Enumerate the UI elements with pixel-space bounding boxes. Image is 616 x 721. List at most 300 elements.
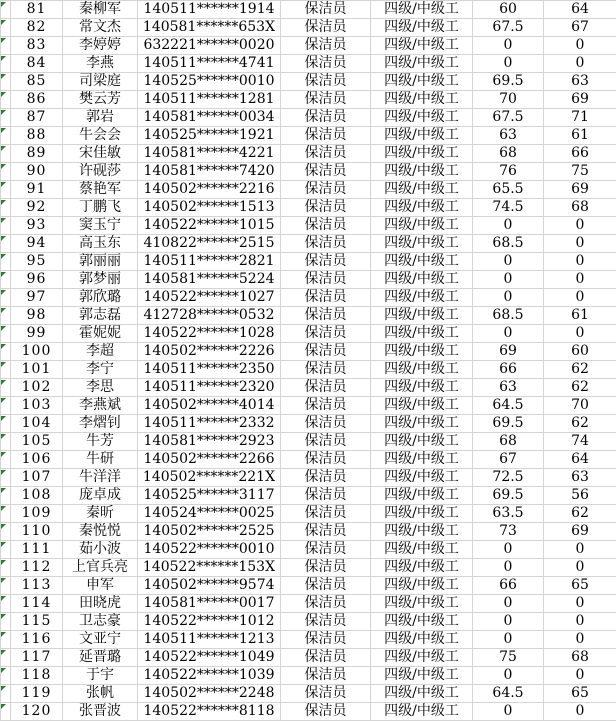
position-cell[interactable]: 保洁员 [281, 559, 371, 577]
clipped-left-cell[interactable] [1, 649, 11, 667]
clipped-left-cell[interactable] [1, 19, 11, 37]
score1-cell[interactable]: 66 [473, 577, 544, 595]
score1-cell[interactable]: 0 [473, 253, 544, 271]
name-cell[interactable]: 李超 [63, 343, 138, 361]
clipped-left-cell[interactable] [1, 703, 11, 721]
score1-cell[interactable]: 0 [473, 667, 544, 685]
name-cell[interactable]: 司梁庭 [63, 73, 138, 91]
position-cell[interactable]: 保洁员 [281, 487, 371, 505]
row-number-cell[interactable]: 114 [11, 595, 63, 613]
id-number-cell[interactable]: 140522******153X [138, 559, 281, 577]
row-number-cell[interactable]: 103 [11, 397, 63, 415]
score1-cell[interactable]: 68 [473, 145, 544, 163]
row-number-cell[interactable]: 107 [11, 469, 63, 487]
score1-cell[interactable]: 65.5 [473, 181, 544, 199]
score2-cell[interactable]: 0 [544, 289, 616, 307]
grade-cell[interactable]: 四级/中级工 [371, 559, 473, 577]
name-cell[interactable]: 蔡艳军 [63, 181, 138, 199]
row-number-cell[interactable]: 84 [11, 55, 63, 73]
score1-cell[interactable]: 63.5 [473, 505, 544, 523]
clipped-left-cell[interactable] [1, 487, 11, 505]
row-number-cell[interactable]: 87 [11, 109, 63, 127]
score1-cell[interactable]: 0 [473, 703, 544, 721]
score2-cell[interactable]: 0 [544, 55, 616, 73]
position-cell[interactable]: 保洁员 [281, 289, 371, 307]
row-number-cell[interactable]: 113 [11, 577, 63, 595]
name-cell[interactable]: 李思 [63, 379, 138, 397]
row-number-cell[interactable]: 86 [11, 91, 63, 109]
score1-cell[interactable]: 60 [473, 1, 544, 19]
score2-cell[interactable]: 0 [544, 37, 616, 55]
row-number-cell[interactable]: 95 [11, 253, 63, 271]
position-cell[interactable]: 保洁员 [281, 577, 371, 595]
score1-cell[interactable]: 69 [473, 343, 544, 361]
score2-cell[interactable]: 63 [544, 469, 616, 487]
score1-cell[interactable]: 66 [473, 361, 544, 379]
clipped-left-cell[interactable] [1, 595, 11, 613]
name-cell[interactable]: 秦柳军 [63, 1, 138, 19]
position-cell[interactable]: 保洁员 [281, 649, 371, 667]
score1-cell[interactable]: 75 [473, 649, 544, 667]
id-number-cell[interactable]: 140522******1012 [138, 613, 281, 631]
name-cell[interactable]: 张晋波 [63, 703, 138, 721]
score1-cell[interactable]: 70 [473, 91, 544, 109]
row-number-cell[interactable]: 111 [11, 541, 63, 559]
score1-cell[interactable]: 69.5 [473, 487, 544, 505]
grade-cell[interactable]: 四级/中级工 [371, 163, 473, 181]
clipped-left-cell[interactable] [1, 235, 11, 253]
name-cell[interactable]: 郭欣璐 [63, 289, 138, 307]
score1-cell[interactable]: 0 [473, 559, 544, 577]
clipped-left-cell[interactable] [1, 577, 11, 595]
score2-cell[interactable]: 68 [544, 649, 616, 667]
score1-cell[interactable]: 69.5 [473, 73, 544, 91]
row-number-cell[interactable]: 85 [11, 73, 63, 91]
id-number-cell[interactable]: 140525******0010 [138, 73, 281, 91]
clipped-left-cell[interactable] [1, 505, 11, 523]
grade-cell[interactable]: 四级/中级工 [371, 307, 473, 325]
score2-cell[interactable]: 65 [544, 685, 616, 703]
grade-cell[interactable]: 四级/中级工 [371, 685, 473, 703]
id-number-cell[interactable]: 140502******221X [138, 469, 281, 487]
score2-cell[interactable]: 62 [544, 505, 616, 523]
score2-cell[interactable]: 0 [544, 559, 616, 577]
id-number-cell[interactable]: 140581******0034 [138, 109, 281, 127]
name-cell[interactable]: 秦昕 [63, 505, 138, 523]
name-cell[interactable]: 霍妮妮 [63, 325, 138, 343]
score2-cell[interactable]: 70 [544, 397, 616, 415]
clipped-left-cell[interactable] [1, 631, 11, 649]
name-cell[interactable]: 李燕 [63, 55, 138, 73]
name-cell[interactable]: 张帆 [63, 685, 138, 703]
score2-cell[interactable]: 69 [544, 181, 616, 199]
clipped-left-cell[interactable] [1, 541, 11, 559]
id-number-cell[interactable]: 140522******1049 [138, 649, 281, 667]
score2-cell[interactable]: 0 [544, 217, 616, 235]
row-number-cell[interactable]: 106 [11, 451, 63, 469]
row-number-cell[interactable]: 97 [11, 289, 63, 307]
position-cell[interactable]: 保洁员 [281, 505, 371, 523]
row-number-cell[interactable]: 89 [11, 145, 63, 163]
clipped-left-cell[interactable] [1, 91, 11, 109]
clipped-left-cell[interactable] [1, 613, 11, 631]
score2-cell[interactable]: 69 [544, 91, 616, 109]
name-cell[interactable]: 庞卓成 [63, 487, 138, 505]
position-cell[interactable]: 保洁员 [281, 343, 371, 361]
id-number-cell[interactable]: 140502******2266 [138, 451, 281, 469]
row-number-cell[interactable]: 109 [11, 505, 63, 523]
clipped-left-cell[interactable] [1, 253, 11, 271]
score1-cell[interactable]: 0 [473, 217, 544, 235]
position-cell[interactable]: 保洁员 [281, 685, 371, 703]
score2-cell[interactable]: 0 [544, 235, 616, 253]
name-cell[interactable]: 秦悦悦 [63, 523, 138, 541]
grade-cell[interactable]: 四级/中级工 [371, 487, 473, 505]
position-cell[interactable]: 保洁员 [281, 703, 371, 721]
name-cell[interactable]: 李熠钊 [63, 415, 138, 433]
position-cell[interactable]: 保洁员 [281, 181, 371, 199]
grade-cell[interactable]: 四级/中级工 [371, 271, 473, 289]
grade-cell[interactable]: 四级/中级工 [371, 649, 473, 667]
clipped-left-cell[interactable] [1, 145, 11, 163]
clipped-left-cell[interactable] [1, 559, 11, 577]
score1-cell[interactable]: 68 [473, 433, 544, 451]
row-number-cell[interactable]: 88 [11, 127, 63, 145]
row-number-cell[interactable]: 90 [11, 163, 63, 181]
position-cell[interactable]: 保洁员 [281, 361, 371, 379]
row-number-cell[interactable]: 99 [11, 325, 63, 343]
name-cell[interactable]: 常文杰 [63, 19, 138, 37]
name-cell[interactable]: 宋佳敏 [63, 145, 138, 163]
position-cell[interactable]: 保洁员 [281, 163, 371, 181]
row-number-cell[interactable]: 93 [11, 217, 63, 235]
clipped-left-cell[interactable] [1, 415, 11, 433]
id-number-cell[interactable]: 140511******1213 [138, 631, 281, 649]
position-cell[interactable]: 保洁员 [281, 469, 371, 487]
grade-cell[interactable]: 四级/中级工 [371, 469, 473, 487]
score1-cell[interactable]: 73 [473, 523, 544, 541]
id-number-cell[interactable]: 140502******2226 [138, 343, 281, 361]
id-number-cell[interactable]: 140581******653X [138, 19, 281, 37]
score2-cell[interactable]: 69 [544, 523, 616, 541]
score2-cell[interactable]: 71 [544, 109, 616, 127]
score1-cell[interactable]: 63 [473, 379, 544, 397]
id-number-cell[interactable]: 140522******1015 [138, 217, 281, 235]
position-cell[interactable]: 保洁员 [281, 379, 371, 397]
clipped-left-cell[interactable] [1, 73, 11, 91]
grade-cell[interactable]: 四级/中级工 [371, 289, 473, 307]
id-number-cell[interactable]: 140581******0017 [138, 595, 281, 613]
row-number-cell[interactable]: 117 [11, 649, 63, 667]
row-number-cell[interactable]: 116 [11, 631, 63, 649]
score1-cell[interactable]: 72.5 [473, 469, 544, 487]
score2-cell[interactable]: 63 [544, 73, 616, 91]
score1-cell[interactable]: 67.5 [473, 19, 544, 37]
grade-cell[interactable]: 四级/中级工 [371, 217, 473, 235]
name-cell[interactable]: 文亚宁 [63, 631, 138, 649]
score2-cell[interactable]: 65 [544, 577, 616, 595]
position-cell[interactable]: 保洁员 [281, 109, 371, 127]
id-number-cell[interactable]: 140511******2320 [138, 379, 281, 397]
id-number-cell[interactable]: 632221******0020 [138, 37, 281, 55]
id-number-cell[interactable]: 140522******0010 [138, 541, 281, 559]
score2-cell[interactable]: 62 [544, 361, 616, 379]
grade-cell[interactable]: 四级/中级工 [371, 37, 473, 55]
score1-cell[interactable]: 0 [473, 541, 544, 559]
row-number-cell[interactable]: 120 [11, 703, 63, 721]
name-cell[interactable]: 卫志豪 [63, 613, 138, 631]
position-cell[interactable]: 保洁员 [281, 397, 371, 415]
position-cell[interactable]: 保洁员 [281, 1, 371, 19]
row-number-cell[interactable]: 94 [11, 235, 63, 253]
grade-cell[interactable]: 四级/中级工 [371, 577, 473, 595]
score2-cell[interactable]: 0 [544, 253, 616, 271]
grade-cell[interactable]: 四级/中级工 [371, 91, 473, 109]
clipped-left-cell[interactable] [1, 217, 11, 235]
score2-cell[interactable]: 0 [544, 271, 616, 289]
score2-cell[interactable]: 68 [544, 199, 616, 217]
score2-cell[interactable]: 64 [544, 1, 616, 19]
id-number-cell[interactable]: 140522******8118 [138, 703, 281, 721]
position-cell[interactable]: 保洁员 [281, 613, 371, 631]
id-number-cell[interactable]: 140581******4221 [138, 145, 281, 163]
id-number-cell[interactable]: 140502******2248 [138, 685, 281, 703]
position-cell[interactable]: 保洁员 [281, 595, 371, 613]
score1-cell[interactable]: 0 [473, 271, 544, 289]
name-cell[interactable]: 郭岩 [63, 109, 138, 127]
position-cell[interactable]: 保洁员 [281, 631, 371, 649]
grade-cell[interactable]: 四级/中级工 [371, 73, 473, 91]
score1-cell[interactable]: 0 [473, 289, 544, 307]
grade-cell[interactable]: 四级/中级工 [371, 595, 473, 613]
score1-cell[interactable]: 0 [473, 631, 544, 649]
score1-cell[interactable]: 64.5 [473, 685, 544, 703]
row-number-cell[interactable]: 102 [11, 379, 63, 397]
name-cell[interactable]: 茹小波 [63, 541, 138, 559]
clipped-left-cell[interactable] [1, 163, 11, 181]
score1-cell[interactable]: 0 [473, 613, 544, 631]
row-number-cell[interactable]: 100 [11, 343, 63, 361]
name-cell[interactable]: 丁鹏飞 [63, 199, 138, 217]
grade-cell[interactable]: 四级/中级工 [371, 613, 473, 631]
score1-cell[interactable]: 67.5 [473, 109, 544, 127]
position-cell[interactable]: 保洁员 [281, 217, 371, 235]
clipped-left-cell[interactable] [1, 55, 11, 73]
score1-cell[interactable]: 0 [473, 55, 544, 73]
row-number-cell[interactable]: 101 [11, 361, 63, 379]
position-cell[interactable]: 保洁员 [281, 451, 371, 469]
id-number-cell[interactable]: 140511******2332 [138, 415, 281, 433]
grade-cell[interactable]: 四级/中级工 [371, 433, 473, 451]
score2-cell[interactable]: 62 [544, 379, 616, 397]
row-number-cell[interactable]: 81 [11, 1, 63, 19]
clipped-left-cell[interactable] [1, 379, 11, 397]
clipped-left-cell[interactable] [1, 1, 11, 19]
score2-cell[interactable]: 75 [544, 163, 616, 181]
score1-cell[interactable]: 0 [473, 595, 544, 613]
score2-cell[interactable]: 0 [544, 541, 616, 559]
clipped-left-cell[interactable] [1, 199, 11, 217]
score2-cell[interactable]: 0 [544, 703, 616, 721]
row-number-cell[interactable]: 104 [11, 415, 63, 433]
score1-cell[interactable]: 67 [473, 451, 544, 469]
position-cell[interactable]: 保洁员 [281, 127, 371, 145]
position-cell[interactable]: 保洁员 [281, 91, 371, 109]
position-cell[interactable]: 保洁员 [281, 235, 371, 253]
score1-cell[interactable]: 68.5 [473, 307, 544, 325]
id-number-cell[interactable]: 140502******2216 [138, 181, 281, 199]
grade-cell[interactable]: 四级/中级工 [371, 127, 473, 145]
position-cell[interactable]: 保洁员 [281, 19, 371, 37]
name-cell[interactable]: 延晋璐 [63, 649, 138, 667]
grade-cell[interactable]: 四级/中级工 [371, 667, 473, 685]
row-number-cell[interactable]: 112 [11, 559, 63, 577]
clipped-left-cell[interactable] [1, 109, 11, 127]
row-number-cell[interactable]: 118 [11, 667, 63, 685]
id-number-cell[interactable]: 140502******1513 [138, 199, 281, 217]
position-cell[interactable]: 保洁员 [281, 145, 371, 163]
name-cell[interactable]: 李宁 [63, 361, 138, 379]
name-cell[interactable]: 樊云芳 [63, 91, 138, 109]
grade-cell[interactable]: 四级/中级工 [371, 109, 473, 127]
row-number-cell[interactable]: 119 [11, 685, 63, 703]
grade-cell[interactable]: 四级/中级工 [371, 397, 473, 415]
name-cell[interactable]: 高玉东 [63, 235, 138, 253]
position-cell[interactable]: 保洁员 [281, 199, 371, 217]
position-cell[interactable]: 保洁员 [281, 253, 371, 271]
position-cell[interactable]: 保洁员 [281, 307, 371, 325]
score1-cell[interactable]: 0 [473, 325, 544, 343]
position-cell[interactable]: 保洁员 [281, 37, 371, 55]
position-cell[interactable]: 保洁员 [281, 667, 371, 685]
id-number-cell[interactable]: 410822******2515 [138, 235, 281, 253]
grade-cell[interactable]: 四级/中级工 [371, 55, 473, 73]
id-number-cell[interactable]: 140511******1281 [138, 91, 281, 109]
name-cell[interactable]: 牛洋洋 [63, 469, 138, 487]
name-cell[interactable]: 上官兵亮 [63, 559, 138, 577]
name-cell[interactable]: 申军 [63, 577, 138, 595]
name-cell[interactable]: 郭志磊 [63, 307, 138, 325]
grade-cell[interactable]: 四级/中级工 [371, 199, 473, 217]
row-number-cell[interactable]: 91 [11, 181, 63, 199]
position-cell[interactable]: 保洁员 [281, 55, 371, 73]
position-cell[interactable]: 保洁员 [281, 433, 371, 451]
clipped-left-cell[interactable] [1, 397, 11, 415]
grade-cell[interactable]: 四级/中级工 [371, 523, 473, 541]
clipped-left-cell[interactable] [1, 181, 11, 199]
row-number-cell[interactable]: 105 [11, 433, 63, 451]
name-cell[interactable]: 于宇 [63, 667, 138, 685]
name-cell[interactable]: 牛研 [63, 451, 138, 469]
name-cell[interactable]: 田晓虎 [63, 595, 138, 613]
clipped-left-cell[interactable] [1, 307, 11, 325]
clipped-left-cell[interactable] [1, 667, 11, 685]
grade-cell[interactable]: 四级/中级工 [371, 451, 473, 469]
score2-cell[interactable]: 67 [544, 19, 616, 37]
clipped-left-cell[interactable] [1, 289, 11, 307]
id-number-cell[interactable]: 140522******1039 [138, 667, 281, 685]
id-number-cell[interactable]: 140502******4014 [138, 397, 281, 415]
name-cell[interactable]: 窦玉宁 [63, 217, 138, 235]
grade-cell[interactable]: 四级/中级工 [371, 703, 473, 721]
id-number-cell[interactable]: 140581******5224 [138, 271, 281, 289]
row-number-cell[interactable]: 96 [11, 271, 63, 289]
score1-cell[interactable]: 69.5 [473, 415, 544, 433]
name-cell[interactable]: 李燕斌 [63, 397, 138, 415]
clipped-left-cell[interactable] [1, 325, 11, 343]
id-number-cell[interactable]: 140502******2525 [138, 523, 281, 541]
row-number-cell[interactable]: 110 [11, 523, 63, 541]
name-cell[interactable]: 郭丽丽 [63, 253, 138, 271]
score1-cell[interactable]: 0 [473, 37, 544, 55]
clipped-left-cell[interactable] [1, 361, 11, 379]
grade-cell[interactable]: 四级/中级工 [371, 505, 473, 523]
score2-cell[interactable]: 0 [544, 631, 616, 649]
grade-cell[interactable]: 四级/中级工 [371, 19, 473, 37]
grade-cell[interactable]: 四级/中级工 [371, 145, 473, 163]
row-number-cell[interactable]: 115 [11, 613, 63, 631]
name-cell[interactable]: 许砚莎 [63, 163, 138, 181]
score2-cell[interactable]: 0 [544, 325, 616, 343]
row-number-cell[interactable]: 92 [11, 199, 63, 217]
score1-cell[interactable]: 63 [473, 127, 544, 145]
name-cell[interactable]: 李婷婷 [63, 37, 138, 55]
clipped-left-cell[interactable] [1, 523, 11, 541]
id-number-cell[interactable]: 140525******1921 [138, 127, 281, 145]
score2-cell[interactable]: 61 [544, 127, 616, 145]
grade-cell[interactable]: 四级/中级工 [371, 343, 473, 361]
id-number-cell[interactable]: 140525******3117 [138, 487, 281, 505]
row-number-cell[interactable]: 82 [11, 19, 63, 37]
grade-cell[interactable]: 四级/中级工 [371, 325, 473, 343]
name-cell[interactable]: 牛芳 [63, 433, 138, 451]
grade-cell[interactable]: 四级/中级工 [371, 415, 473, 433]
id-number-cell[interactable]: 412728******0532 [138, 307, 281, 325]
id-number-cell[interactable]: 140511******2821 [138, 253, 281, 271]
id-number-cell[interactable]: 140511******4741 [138, 55, 281, 73]
score1-cell[interactable]: 74.5 [473, 199, 544, 217]
position-cell[interactable]: 保洁员 [281, 325, 371, 343]
id-number-cell[interactable]: 140511******1914 [138, 1, 281, 19]
row-number-cell[interactable]: 83 [11, 37, 63, 55]
score2-cell[interactable]: 61 [544, 307, 616, 325]
clipped-left-cell[interactable] [1, 685, 11, 703]
id-number-cell[interactable]: 140524******0025 [138, 505, 281, 523]
clipped-left-cell[interactable] [1, 469, 11, 487]
score1-cell[interactable]: 76 [473, 163, 544, 181]
score2-cell[interactable]: 62 [544, 415, 616, 433]
clipped-left-cell[interactable] [1, 127, 11, 145]
row-number-cell[interactable]: 108 [11, 487, 63, 505]
position-cell[interactable]: 保洁员 [281, 415, 371, 433]
clipped-left-cell[interactable] [1, 37, 11, 55]
grade-cell[interactable]: 四级/中级工 [371, 541, 473, 559]
position-cell[interactable]: 保洁员 [281, 73, 371, 91]
score1-cell[interactable]: 68.5 [473, 235, 544, 253]
score2-cell[interactable]: 64 [544, 451, 616, 469]
position-cell[interactable]: 保洁员 [281, 271, 371, 289]
grade-cell[interactable]: 四级/中级工 [371, 361, 473, 379]
clipped-left-cell[interactable] [1, 271, 11, 289]
position-cell[interactable]: 保洁员 [281, 541, 371, 559]
id-number-cell[interactable]: 140522******1028 [138, 325, 281, 343]
grade-cell[interactable]: 四级/中级工 [371, 235, 473, 253]
id-number-cell[interactable]: 140502******9574 [138, 577, 281, 595]
score2-cell[interactable]: 0 [544, 667, 616, 685]
score2-cell[interactable]: 0 [544, 595, 616, 613]
grade-cell[interactable]: 四级/中级工 [371, 253, 473, 271]
score2-cell[interactable]: 56 [544, 487, 616, 505]
